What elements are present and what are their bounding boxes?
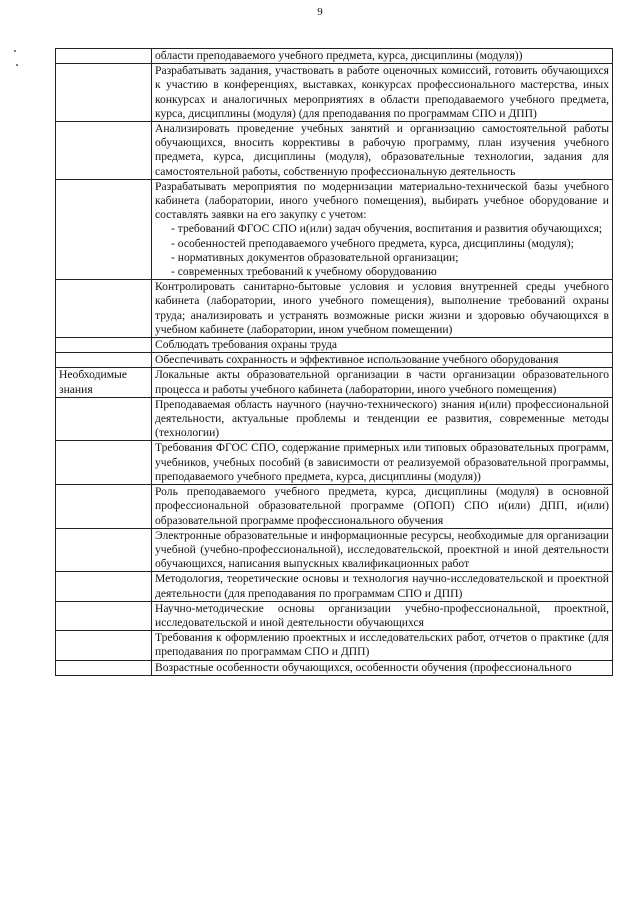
scan-speck bbox=[16, 64, 18, 66]
row-text: Разрабатывать мероприятия по модернизации материально-технической базы учебного кабинета (лаборатории, иного учебного помещения), выбирать учебное оборудование и составлять заявки на его закупку с учетом: bbox=[155, 179, 609, 222]
row-text: Разрабатывать задания, участвовать в работе оценочных комиссий, готовить обучающихся к участию в конференциях, выставках, конкурсах профессионального мастерства, иных конкурсах и аналогичных мероприятиях в области преподаваемого учебного предмета, курса, дисциплины (модуля) (для преподавания по программам СПО и ДПП) bbox=[152, 64, 613, 122]
table-row bbox=[56, 64, 613, 122]
row-label bbox=[56, 280, 152, 338]
row-label bbox=[56, 353, 152, 368]
row-text: Требования ФГОС СПО, содержание примерных или типовых образовательных программ, учебников, учебных пособий (в зависимости от реализуемой образовательной программы, преподаваемого учебного предмета, курса, дисциплины (модуля)) bbox=[152, 441, 613, 485]
row-text: Анализировать проведение учебных занятий и организацию самостоятельной работы обучающихся, вносить коррективы в рабочую программу, план изучения учебного предмета, курса, дисциплины (модуля), образовательные технологии, задания для самостоятельной работы, собственную профессиональную деятельность bbox=[152, 122, 613, 180]
row-text: Роль преподаваемого учебного предмета, курса, дисциплины (модуля) в основной профессиональной образовательной программе (ОПОП) СПО и(или) ДПП, и(или) образовательной программе профессионального обучения bbox=[152, 485, 613, 529]
row-label bbox=[56, 485, 152, 529]
row-text: Локальные акты образовательной организации в части организации образовательного процесса и работы учебного кабинета (лаборатории, иного учебного помещения) bbox=[152, 368, 613, 397]
section-label-knowledge: Необходимые знания bbox=[56, 368, 152, 397]
table-row bbox=[56, 368, 613, 397]
row-label bbox=[56, 441, 152, 485]
table-row bbox=[56, 528, 613, 572]
table-row bbox=[56, 441, 613, 485]
row-text-with-list bbox=[152, 179, 613, 279]
requirements-table bbox=[55, 48, 613, 676]
row-text: области преподаваемого учебного предмета, курса, дисциплины (модуля)) bbox=[152, 49, 613, 64]
list-item: - особенностей преподаваемого учебного предмета, курса, дисциплины (модуля); bbox=[171, 236, 574, 250]
row-text: Контролировать санитарно-бытовые условия и условия внутренней среды учебного кабинета (лаборатории, иного учебного помещения), выполнение требований охраны труда; анализировать и устранять возможные риски жизни и здоровью обучающихся в учебном кабинете (лаборатории, ином учебном помещении) bbox=[152, 280, 613, 338]
table-row bbox=[56, 397, 613, 441]
table-row bbox=[56, 280, 613, 338]
table-row bbox=[56, 660, 613, 675]
row-text: Требования к оформлению проектных и исследовательских работ, отчетов о практике (для преподавания по программам СПО и ДПП) bbox=[152, 631, 613, 660]
list-item: - нормативных документов образовательной организации; bbox=[171, 250, 459, 264]
row-label bbox=[56, 631, 152, 660]
table-row bbox=[56, 601, 613, 630]
table-row bbox=[56, 179, 613, 279]
row-text: Методология, теоретические основы и технология научно-исследовательской и проектной деятельности (для преподавания по программам СПО и ДПП) bbox=[152, 572, 613, 601]
row-text: Электронные образовательные и информационные ресурсы, необходимые для организации учебной (учебно-профессиональной), исследовательской, проектной и иной деятельности обучающихся, написания выпускных квалификационных работ bbox=[152, 528, 613, 572]
row-label bbox=[56, 179, 152, 279]
row-text: Преподаваемая область научного (научно-технического) знания и(или) профессиональной деятельности, актуальные проблемы и тенденции ее развития, современные методы (технологии) bbox=[152, 397, 613, 441]
row-label bbox=[56, 64, 152, 122]
row-label bbox=[56, 528, 152, 572]
row-label bbox=[56, 122, 152, 180]
list-item: - современных требований к учебному оборудованию bbox=[171, 265, 437, 279]
row-label bbox=[56, 397, 152, 441]
row-text: Обеспечивать сохранность и эффективное использование учебного оборудования bbox=[152, 353, 613, 368]
row-label bbox=[56, 49, 152, 64]
table-row bbox=[56, 49, 613, 64]
row-text: Соблюдать требования охраны труда bbox=[152, 338, 613, 353]
page-number: 9 bbox=[317, 6, 323, 18]
table-row bbox=[56, 353, 613, 368]
list-item: - требований ФГОС СПО и(или) задач обучения, воспитания и развития обучающихся; bbox=[171, 222, 603, 236]
table-row bbox=[56, 572, 613, 601]
row-label bbox=[56, 572, 152, 601]
row-text: Научно-методические основы организации учебно-профессиональной, проектной, исследовательской и иной деятельности обучающихся bbox=[152, 601, 613, 630]
row-text: Возрастные особенности обучающихся, особенности обучения (профессионального bbox=[152, 660, 613, 675]
table-row bbox=[56, 631, 613, 660]
scan-speck bbox=[14, 50, 16, 52]
row-label bbox=[56, 660, 152, 675]
row-label bbox=[56, 338, 152, 353]
row-label bbox=[56, 601, 152, 630]
table-row bbox=[56, 122, 613, 180]
table-row bbox=[56, 338, 613, 353]
table-row bbox=[56, 485, 613, 529]
